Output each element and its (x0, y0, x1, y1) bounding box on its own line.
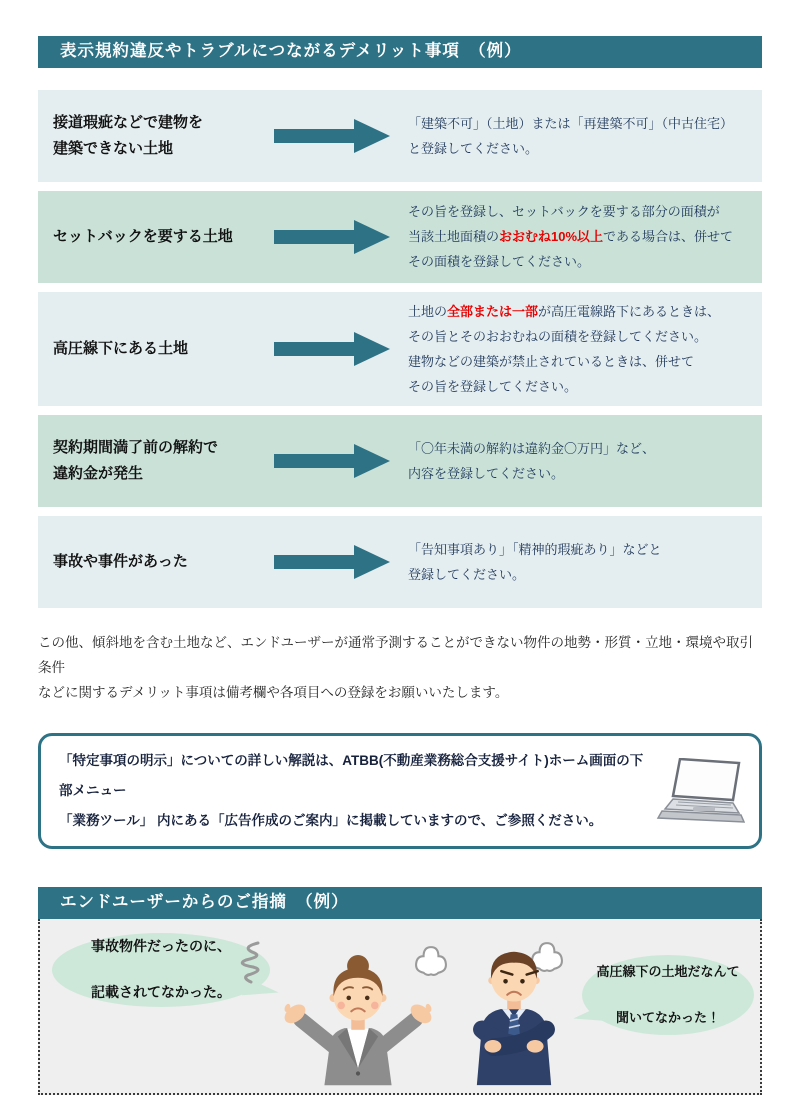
speech-bubble-right: 高圧線下の土地だなんて 聞いてなかった！ (582, 955, 754, 1035)
confusion-scribble-icon (236, 939, 268, 987)
reference-info-text: 「特定事項の明示」についての詳しい解説は、ATBB(不動産業務総合支援サイト)ホーム画面の下部メニュー 「業務ツール」 内にある「広告作成のご案内」に掲載していますので、ご参照ください。 (59, 752, 644, 828)
demerit-description: 「建築不可」（土地）または「再建築不可」（中古住宅） と登録してください。 (408, 115, 734, 156)
demerit-row-power-line-land (38, 292, 762, 406)
demerit-description: その旨を登録し、セットバックを要する部分の面積が 当該土地面積のおおむね10%以上である場合は、併せて その面積を登録してください。 (408, 204, 734, 270)
right-arrow-icon (256, 544, 408, 580)
document-content (38, 0, 762, 1095)
demerit-label: 高圧線下にある土地 (53, 339, 189, 357)
demerit-row-accident-incident (38, 516, 762, 608)
laptop-icon (653, 758, 745, 824)
additional-note: この他、傾斜地を含む土地など、エンドユーザーが通常予測することができない物件の地勢・形質・立地・環境や取引条件 などに関するデメリット事項は備考欄や各項目への登録をお願いいたします。 (38, 634, 753, 700)
right-arrow-icon (256, 219, 408, 255)
demerit-label: 契約期間満了前の解約で 違約金が発生 (53, 438, 219, 482)
reference-info-box (38, 733, 762, 849)
speech-bubble-left: 事故物件だったのに、 記載されてなかった。 (52, 933, 270, 1007)
demerit-label: セットバックを要する土地 (53, 227, 233, 245)
demerit-row-cancellation-penalty (38, 415, 762, 507)
demerit-row-no-build-land (38, 90, 762, 182)
demerit-description: 「〇年未満の解約は違約金〇万円」など、 内容を登録してください。 (408, 440, 656, 481)
demerit-description: 「告知事項あり」「精神的瑕疵あり」などと 登録してください。 (408, 541, 662, 582)
demerit-description: 土地の全部または一部が高圧電線路下にあるときは、 その旨とそのおおむねの面積を登録してください。 建物などの建築が禁止されているときは、併せて その旨を登録してください。 (408, 303, 721, 394)
right-arrow-icon (256, 443, 408, 479)
demerit-row-setback-land (38, 191, 762, 283)
complaints-illustration-box (38, 919, 762, 1095)
right-arrow-icon (256, 331, 408, 367)
demerit-section-header: 表示規約違反やトラブルにつながるデメリット事項 （例） (38, 36, 762, 68)
demerit-label: 接道瑕疵などで建物を 建築できない土地 (53, 113, 204, 157)
demerit-label: 事故や事件があった (53, 552, 188, 570)
demerit-rows (38, 90, 762, 608)
complaints-section-header: エンドユーザーからのご指摘 （例） (38, 887, 762, 919)
right-arrow-icon (256, 118, 408, 154)
man-arms-crossed-illustration (438, 921, 590, 1095)
